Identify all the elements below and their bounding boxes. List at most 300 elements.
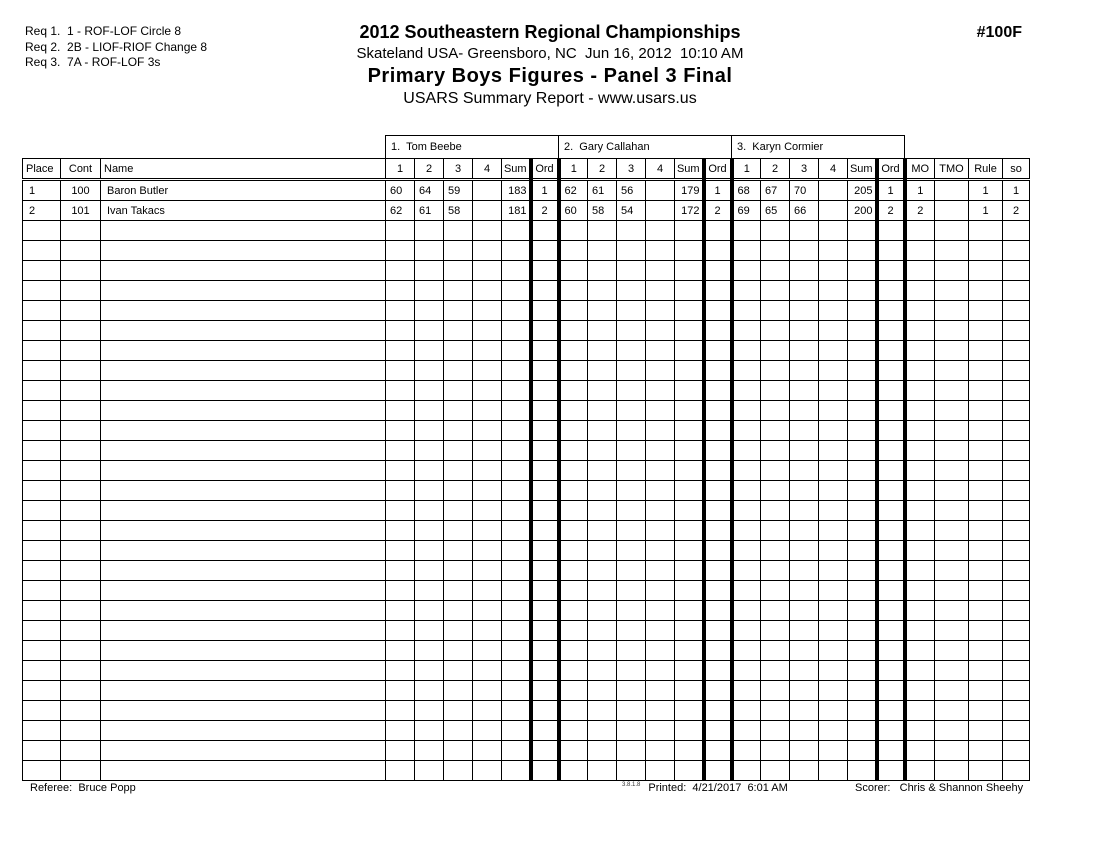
- col-header-mo: MO: [905, 159, 935, 180]
- empty-row: [23, 361, 1030, 381]
- cell-judge3-score3: [790, 681, 819, 701]
- cell-rule: [969, 621, 1003, 641]
- cell-so: [1003, 281, 1030, 301]
- cell-judge2-ord: [704, 641, 732, 661]
- cell-judge3-score2: [761, 401, 790, 421]
- cell-skater-name: [101, 401, 386, 421]
- cell-so: [1003, 301, 1030, 321]
- cell-judge3-ord: 2: [877, 201, 905, 221]
- cell-judge1-sum: [502, 281, 531, 301]
- cell-judge2-score4: [646, 761, 675, 781]
- cell-judge3-score2: [761, 681, 790, 701]
- cell-judge1-ord: [531, 481, 559, 501]
- cell-judge2-score3: [617, 681, 646, 701]
- col-header-j3-2: 2: [761, 159, 790, 180]
- cell-judge3-score2: 65: [761, 201, 790, 221]
- empty-row: [23, 481, 1030, 501]
- cell-judge1-score4: [473, 581, 502, 601]
- cell-judge2-sum: [675, 281, 704, 301]
- cell-skater-name: [101, 281, 386, 301]
- cell-judge1-ord: 1: [531, 180, 559, 201]
- col-header-j1-sum: Sum: [502, 159, 531, 180]
- cell-judge3-sum: [848, 721, 877, 741]
- cell-judge2-score1: [559, 361, 588, 381]
- cell-judge2-sum: [675, 361, 704, 381]
- cell-rule: [969, 501, 1003, 521]
- cell-judge3-sum: [848, 321, 877, 341]
- cell-place: [23, 521, 61, 541]
- cell-judge3-score4: [819, 521, 848, 541]
- cell-judge3-score4: [819, 281, 848, 301]
- cell-tmo: [935, 241, 969, 261]
- cell-contestant-number: [61, 601, 101, 621]
- cell-rule: [969, 581, 1003, 601]
- cell-judge1-score4: [473, 761, 502, 781]
- cell-judge3-sum: [848, 361, 877, 381]
- cell-judge2-score1: [559, 261, 588, 281]
- cell-judge1-score2: [415, 481, 444, 501]
- cell-judge3-score4: [819, 721, 848, 741]
- cell-judge1-score1: [386, 421, 415, 441]
- cell-judge3-ord: [877, 261, 905, 281]
- cell-judge3-ord: 1: [877, 180, 905, 201]
- cell-tmo: [935, 341, 969, 361]
- event-title: Primary Boys Figures - Panel 3 Final: [367, 65, 733, 87]
- cell-rule: [969, 681, 1003, 701]
- referee-label: Referee:: [30, 782, 79, 794]
- cell-judge2-score3: [617, 661, 646, 681]
- cell-mo: [905, 461, 935, 481]
- referee-name: Bruce Popp: [78, 782, 136, 794]
- cell-judge1-score3: [444, 421, 473, 441]
- cell-judge1-score1: [386, 241, 415, 261]
- cell-judge2-score2: [588, 281, 617, 301]
- judge-2-name: 2. Gary Callahan: [559, 136, 732, 159]
- cell-judge2-score3: [617, 701, 646, 721]
- cell-judge3-sum: [848, 241, 877, 261]
- cell-judge1-score2: [415, 681, 444, 701]
- cell-judge1-score3: [444, 281, 473, 301]
- cell-judge1-score1: [386, 401, 415, 421]
- cell-judge2-sum: [675, 381, 704, 401]
- cell-judge3-score3: [790, 241, 819, 261]
- cell-rule: [969, 321, 1003, 341]
- cell-judge3-score2: [761, 641, 790, 661]
- col-header-j1-2: 2: [415, 159, 444, 180]
- cell-judge2-sum: [675, 321, 704, 341]
- cell-rule: 1: [969, 201, 1003, 221]
- cell-judge3-score1: [732, 281, 761, 301]
- empty-row: [23, 441, 1030, 461]
- cell-judge3-score4: [819, 701, 848, 721]
- cell-judge1-score1: [386, 581, 415, 601]
- cell-judge3-score3: [790, 621, 819, 641]
- cell-tmo: [935, 481, 969, 501]
- cell-judge3-score4: [819, 761, 848, 781]
- cell-judge2-score1: [559, 381, 588, 401]
- cell-judge3-score4: [819, 461, 848, 481]
- cell-judge3-score3: 66: [790, 201, 819, 221]
- cell-judge3-sum: [848, 481, 877, 501]
- cell-mo: [905, 621, 935, 641]
- cell-judge3-sum: [848, 641, 877, 661]
- cell-judge3-score3: [790, 541, 819, 561]
- cell-place: [23, 481, 61, 501]
- cell-rule: [969, 401, 1003, 421]
- cell-judge2-score2: [588, 761, 617, 781]
- cell-judge3-ord: [877, 681, 905, 701]
- cell-so: [1003, 521, 1030, 541]
- cell-contestant-number: [61, 681, 101, 701]
- cell-judge3-score1: [732, 461, 761, 481]
- cell-judge3-score2: [761, 541, 790, 561]
- cell-tmo: [935, 381, 969, 401]
- cell-place: [23, 341, 61, 361]
- cell-skater-name: [101, 621, 386, 641]
- cell-judge3-score4: [819, 381, 848, 401]
- cell-judge2-sum: [675, 701, 704, 721]
- cell-so: [1003, 641, 1030, 661]
- cell-judge3-score1: [732, 381, 761, 401]
- cell-judge2-ord: [704, 701, 732, 721]
- cell-judge3-ord: [877, 761, 905, 781]
- cell-judge3-score1: [732, 341, 761, 361]
- cell-judge3-score2: [761, 621, 790, 641]
- cell-judge2-score4: [646, 401, 675, 421]
- cell-judge1-score1: [386, 521, 415, 541]
- cell-judge1-score3: [444, 701, 473, 721]
- cell-so: [1003, 241, 1030, 261]
- cell-judge2-sum: [675, 541, 704, 561]
- cell-rule: [969, 341, 1003, 361]
- cell-judge1-score1: [386, 361, 415, 381]
- cell-judge2-score1: [559, 561, 588, 581]
- report-type-line: USARS Summary Report - www.usars.us: [403, 90, 697, 107]
- cell-judge2-score3: [617, 261, 646, 281]
- cell-judge2-sum: [675, 561, 704, 581]
- cell-place: [23, 581, 61, 601]
- cell-judge1-ord: [531, 461, 559, 481]
- empty-row: [23, 561, 1030, 581]
- cell-judge3-score1: [732, 541, 761, 561]
- cell-judge3-ord: [877, 721, 905, 741]
- cell-mo: [905, 541, 935, 561]
- cell-judge1-score4: [473, 341, 502, 361]
- result-row: [23, 201, 1030, 221]
- cell-judge1-score3: [444, 401, 473, 421]
- cell-judge3-score4: [819, 681, 848, 701]
- cell-judge2-score4: [646, 561, 675, 581]
- cell-judge2-score2: [588, 421, 617, 441]
- cell-judge3-sum: 200: [848, 201, 877, 221]
- cell-judge3-score4: [819, 641, 848, 661]
- cell-judge2-ord: [704, 361, 732, 381]
- cell-judge3-score2: [761, 461, 790, 481]
- cell-judge2-score3: [617, 741, 646, 761]
- cell-judge2-score1: [559, 581, 588, 601]
- cell-judge1-score3: [444, 541, 473, 561]
- cell-judge3-score4: [819, 341, 848, 361]
- cell-judge1-ord: [531, 521, 559, 541]
- cell-judge3-score4: [819, 581, 848, 601]
- cell-judge2-score2: [588, 581, 617, 601]
- cell-skater-name: [101, 441, 386, 461]
- cell-judge2-score3: [617, 381, 646, 401]
- cell-contestant-number: [61, 241, 101, 261]
- cell-judge3-score3: [790, 661, 819, 681]
- cell-judge1-score3: [444, 741, 473, 761]
- cell-judge2-score4: [646, 341, 675, 361]
- cell-mo: [905, 661, 935, 681]
- cell-judge2-score3: [617, 601, 646, 621]
- cell-contestant-number: [61, 261, 101, 281]
- cell-judge2-score4: [646, 521, 675, 541]
- cell-judge3-score1: 69: [732, 201, 761, 221]
- cell-judge3-score2: [761, 261, 790, 281]
- cell-judge2-score2: [588, 381, 617, 401]
- cell-judge3-score2: [761, 721, 790, 741]
- cell-judge1-score2: [415, 661, 444, 681]
- cell-judge1-score3: [444, 441, 473, 461]
- cell-judge2-score1: [559, 541, 588, 561]
- cell-judge3-score2: [761, 361, 790, 381]
- cell-so: [1003, 681, 1030, 701]
- cell-judge3-ord: [877, 601, 905, 621]
- cell-judge1-score1: [386, 701, 415, 721]
- cell-judge3-ord: [877, 701, 905, 721]
- cell-judge3-score3: [790, 321, 819, 341]
- cell-judge1-sum: [502, 261, 531, 281]
- cell-skater-name: [101, 701, 386, 721]
- cell-judge3-score1: [732, 661, 761, 681]
- cell-place: [23, 281, 61, 301]
- cell-judge2-score2: [588, 461, 617, 481]
- cell-judge1-score2: [415, 361, 444, 381]
- cell-judge2-score1: [559, 241, 588, 261]
- cell-judge1-score4: [473, 281, 502, 301]
- cell-judge2-ord: [704, 621, 732, 641]
- cell-judge1-sum: [502, 361, 531, 381]
- cell-judge2-score1: [559, 481, 588, 501]
- cell-judge1-score1: [386, 621, 415, 641]
- cell-rule: [969, 441, 1003, 461]
- cell-tmo: [935, 541, 969, 561]
- cell-judge2-score4: [646, 381, 675, 401]
- cell-so: [1003, 321, 1030, 341]
- event-number: #100F: [976, 24, 1022, 41]
- cell-place: [23, 541, 61, 561]
- empty-row: [23, 761, 1030, 781]
- cell-judge3-sum: [848, 341, 877, 361]
- cell-skater-name: Ivan Takacs: [101, 201, 386, 221]
- cell-contestant-number: [61, 741, 101, 761]
- cell-judge3-score4: [819, 561, 848, 581]
- cell-judge2-sum: [675, 761, 704, 781]
- cell-judge3-score3: [790, 761, 819, 781]
- col-header-j3-sum: Sum: [848, 159, 877, 180]
- cell-judge3-sum: [848, 301, 877, 321]
- cell-tmo: [935, 601, 969, 621]
- empty-row: [23, 321, 1030, 341]
- cell-place: [23, 261, 61, 281]
- cell-skater-name: [101, 721, 386, 741]
- cell-mo: 2: [905, 201, 935, 221]
- cell-mo: [905, 521, 935, 541]
- cell-judge2-score4: [646, 221, 675, 241]
- empty-row: [23, 601, 1030, 621]
- cell-judge2-score1: [559, 341, 588, 361]
- cell-contestant-number: [61, 621, 101, 641]
- cell-skater-name: [101, 261, 386, 281]
- empty-row: [23, 221, 1030, 241]
- cell-so: [1003, 741, 1030, 761]
- cell-contestant-number: [61, 481, 101, 501]
- cell-judge3-ord: [877, 241, 905, 261]
- cell-skater-name: [101, 221, 386, 241]
- cell-contestant-number: [61, 721, 101, 741]
- cell-skater-name: [101, 681, 386, 701]
- cell-judge3-sum: [848, 601, 877, 621]
- cell-judge3-ord: [877, 421, 905, 441]
- col-header-place: Place: [23, 159, 61, 180]
- cell-judge3-score4: [819, 321, 848, 341]
- cell-judge3-score3: [790, 461, 819, 481]
- cell-judge1-score4: [473, 621, 502, 641]
- cell-judge3-score3: 70: [790, 180, 819, 201]
- cell-judge1-ord: [531, 341, 559, 361]
- cell-judge1-score3: [444, 481, 473, 501]
- cell-judge1-sum: [502, 521, 531, 541]
- cell-judge2-score1: [559, 701, 588, 721]
- cell-judge2-score2: [588, 701, 617, 721]
- cell-place: [23, 641, 61, 661]
- cell-judge1-score2: [415, 541, 444, 561]
- cell-judge2-score4: [646, 621, 675, 641]
- cell-judge1-sum: [502, 761, 531, 781]
- cell-judge1-score2: [415, 421, 444, 441]
- cell-judge2-score1: [559, 461, 588, 481]
- cell-judge3-score2: [761, 521, 790, 541]
- cell-contestant-number: [61, 461, 101, 481]
- cell-judge3-score1: [732, 421, 761, 441]
- cell-judge3-score4: [819, 361, 848, 381]
- cell-tmo: [935, 661, 969, 681]
- scorer-name: Chris & Shannon Sheehy: [899, 782, 1024, 794]
- cell-judge3-ord: [877, 441, 905, 461]
- cell-judge3-sum: [848, 581, 877, 601]
- cell-so: [1003, 461, 1030, 481]
- cell-so: [1003, 341, 1030, 361]
- cell-judge1-ord: [531, 281, 559, 301]
- cell-judge3-sum: [848, 521, 877, 541]
- cell-judge2-score4: [646, 721, 675, 741]
- empty-row: [23, 241, 1030, 261]
- cell-judge3-score2: [761, 741, 790, 761]
- cell-judge1-score4: [473, 461, 502, 481]
- cell-rule: [969, 701, 1003, 721]
- cell-judge2-ord: [704, 401, 732, 421]
- cell-mo: [905, 581, 935, 601]
- cell-skater-name: [101, 341, 386, 361]
- cell-so: [1003, 501, 1030, 521]
- cell-mo: [905, 301, 935, 321]
- cell-judge2-score1: [559, 601, 588, 621]
- cell-skater-name: [101, 361, 386, 381]
- cell-judge2-score3: [617, 401, 646, 421]
- cell-rule: [969, 381, 1003, 401]
- cell-judge1-score4: [473, 180, 502, 201]
- cell-judge2-score3: [617, 281, 646, 301]
- cell-judge3-score4: [819, 481, 848, 501]
- cell-judge3-score2: [761, 341, 790, 361]
- cell-skater-name: [101, 561, 386, 581]
- cell-judge2-score1: [559, 501, 588, 521]
- cell-place: [23, 741, 61, 761]
- cell-judge2-score3: [617, 501, 646, 521]
- cell-judge3-ord: [877, 281, 905, 301]
- cell-judge3-score2: [761, 421, 790, 441]
- cell-judge2-ord: [704, 441, 732, 461]
- cell-judge2-sum: [675, 641, 704, 661]
- column-header-row: [23, 159, 1030, 180]
- cell-judge2-score1: [559, 741, 588, 761]
- cell-judge2-score1: [559, 221, 588, 241]
- cell-judge1-score4: [473, 601, 502, 621]
- empty-row: [23, 681, 1030, 701]
- cell-judge1-score2: [415, 261, 444, 281]
- cell-judge1-sum: 183: [502, 180, 531, 201]
- cell-judge1-score4: [473, 521, 502, 541]
- cell-mo: [905, 421, 935, 441]
- cell-tmo: [935, 301, 969, 321]
- col-header-tmo: TMO: [935, 159, 969, 180]
- cell-judge3-ord: [877, 221, 905, 241]
- cell-judge3-sum: [848, 441, 877, 461]
- cell-judge1-score3: [444, 521, 473, 541]
- cell-judge2-score2: [588, 501, 617, 521]
- cell-mo: [905, 321, 935, 341]
- col-header-name: Name: [101, 159, 386, 180]
- cell-contestant-number: [61, 761, 101, 781]
- cell-judge3-score4: [819, 221, 848, 241]
- cell-judge1-score4: [473, 741, 502, 761]
- cell-so: [1003, 361, 1030, 381]
- cell-judge1-sum: [502, 581, 531, 601]
- cell-place: [23, 221, 61, 241]
- cell-judge2-sum: [675, 261, 704, 281]
- cell-judge2-score2: [588, 541, 617, 561]
- cell-rule: [969, 261, 1003, 281]
- cell-judge1-score4: [473, 361, 502, 381]
- cell-skater-name: [101, 461, 386, 481]
- cell-judge2-ord: [704, 761, 732, 781]
- cell-judge1-sum: [502, 741, 531, 761]
- cell-contestant-number: [61, 321, 101, 341]
- judge-3-name: 3. Karyn Cormier: [732, 136, 905, 159]
- cell-so: 2: [1003, 201, 1030, 221]
- cell-judge3-score3: [790, 261, 819, 281]
- cell-judge1-score4: [473, 481, 502, 501]
- cell-judge1-score1: [386, 461, 415, 481]
- cell-judge2-score2: [588, 661, 617, 681]
- cell-so: [1003, 441, 1030, 461]
- cell-judge1-sum: [502, 461, 531, 481]
- cell-judge3-score2: [761, 321, 790, 341]
- cell-judge3-score1: [732, 641, 761, 661]
- cell-judge1-score1: [386, 381, 415, 401]
- cell-judge1-score4: [473, 401, 502, 421]
- cell-judge3-score1: [732, 401, 761, 421]
